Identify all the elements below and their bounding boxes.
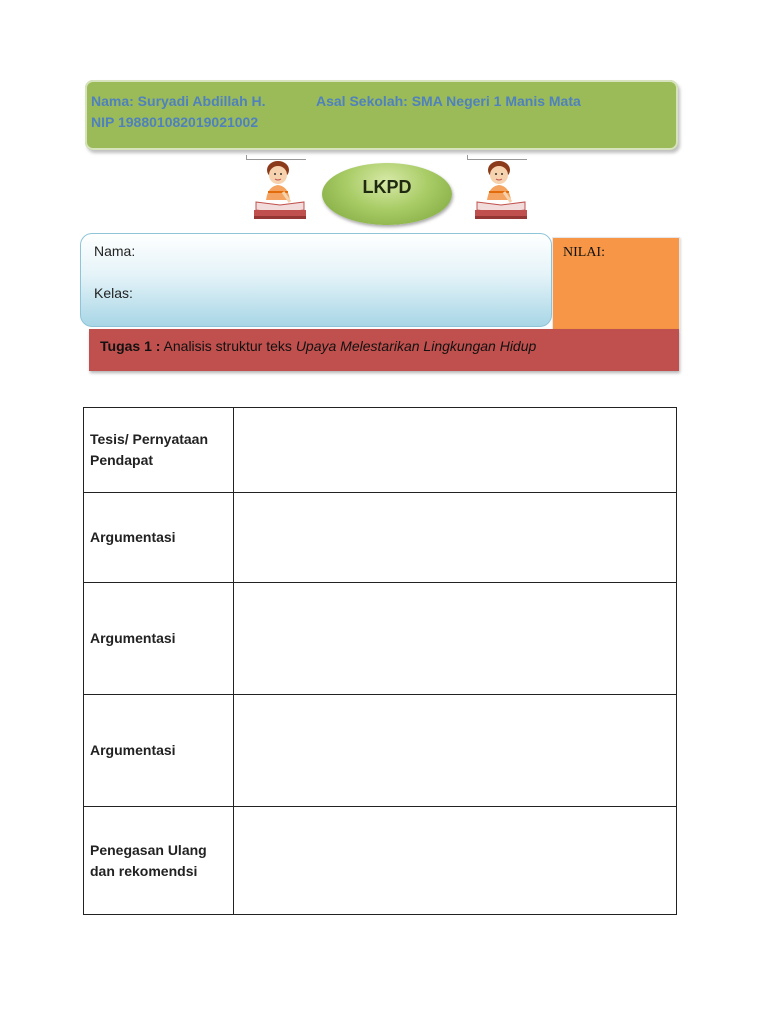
student-writing-icon bbox=[471, 158, 531, 220]
student-name-label: Nama: bbox=[94, 243, 136, 259]
row-label bbox=[84, 408, 234, 493]
lkpd-badge bbox=[322, 163, 452, 225]
task-description: Analisis struktur teks bbox=[160, 338, 296, 354]
row-label bbox=[84, 583, 234, 695]
row-label-line: Argumentasi bbox=[90, 742, 176, 758]
row-label-line: Penegasan Ulang bbox=[90, 841, 207, 858]
table-row bbox=[84, 408, 677, 493]
answer-cell[interactable] bbox=[234, 583, 677, 695]
task-text bbox=[100, 338, 536, 354]
task-number: Tugas 1 : bbox=[100, 338, 161, 354]
table-row bbox=[84, 695, 677, 807]
lkpd-title: LKPD bbox=[362, 176, 412, 197]
student-identity-box bbox=[80, 233, 552, 327]
row-label-line: Argumentasi bbox=[90, 630, 176, 646]
answer-cell[interactable] bbox=[234, 493, 677, 583]
table-row bbox=[84, 583, 677, 695]
answer-cell[interactable] bbox=[234, 408, 677, 493]
row-label-line: Argumentasi bbox=[90, 529, 176, 545]
student-class-label: Kelas: bbox=[94, 285, 133, 301]
row-label bbox=[84, 807, 234, 915]
row-label-line: dan rekomendsi bbox=[90, 862, 198, 879]
row-label-line: Tesis/ Pernyataan bbox=[90, 431, 209, 447]
answer-cell[interactable] bbox=[234, 807, 677, 915]
row-label bbox=[84, 695, 234, 807]
row-label bbox=[84, 493, 234, 583]
table-row bbox=[84, 807, 677, 915]
task-topic: Upaya Melestarikan Lingkungan Hidup bbox=[295, 338, 537, 354]
header-row-1 bbox=[91, 93, 581, 109]
score-label: NILAI: bbox=[563, 245, 605, 260]
score-box bbox=[552, 237, 680, 330]
task-banner bbox=[89, 329, 679, 371]
school-name: Asal Sekolah: SMA Negeri 1 Manis Mata bbox=[316, 93, 581, 109]
header-banner bbox=[85, 80, 678, 150]
student-writing-icon bbox=[250, 158, 310, 220]
answer-cell[interactable] bbox=[234, 695, 677, 807]
teacher-nip: NIP 198801082019021002 bbox=[91, 114, 259, 130]
analysis-table bbox=[83, 407, 677, 915]
row-label-line: Pendapat bbox=[90, 452, 154, 468]
teacher-name: Nama: Suryadi Abdillah H. bbox=[91, 93, 266, 109]
table-row bbox=[84, 493, 677, 583]
